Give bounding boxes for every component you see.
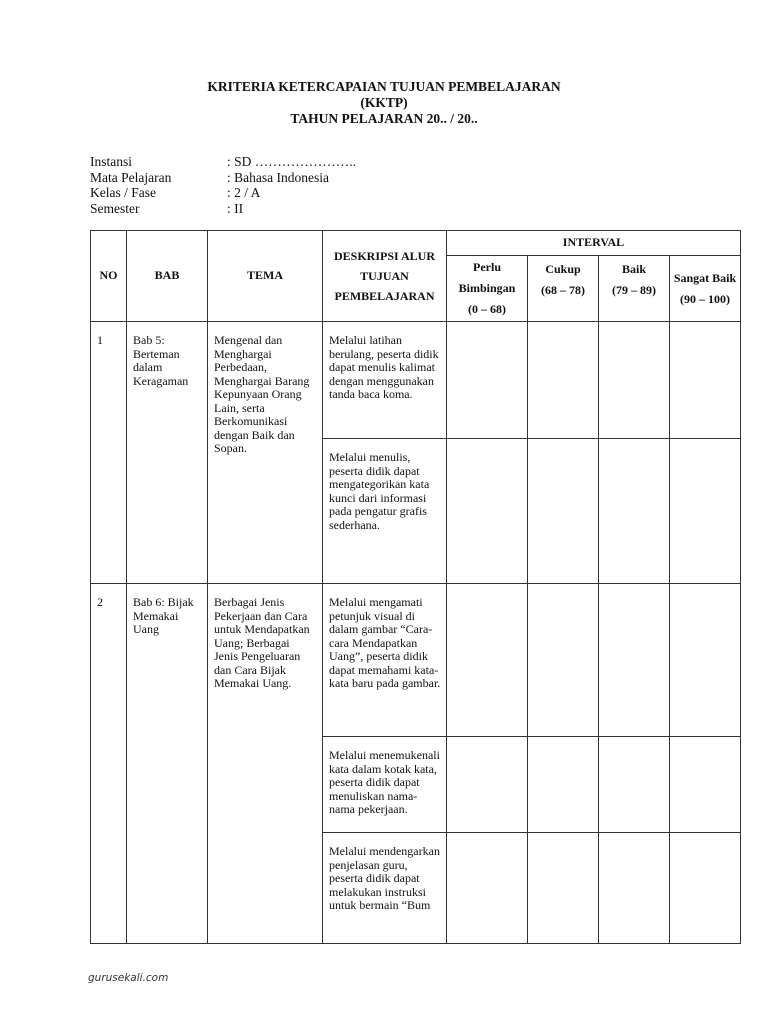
- info-block: [90, 154, 356, 216]
- cell-no: 2: [91, 584, 127, 944]
- cell-baik: [599, 322, 670, 439]
- title-line-1: KRITERIA KETERCAPAIAN TUJUAN PEMBELAJARAN: [207, 79, 561, 94]
- title-line-2: (KKTP): [360, 95, 408, 110]
- cell-baik: [599, 439, 670, 584]
- table-row: [91, 584, 741, 737]
- document-title: [0, 79, 768, 127]
- cell-cukup: [528, 833, 599, 944]
- cell-bab: Bab 6: Bijak Memakai Uang: [127, 584, 208, 944]
- cell-bab: Bab 5: Berteman dalam Keragaman: [127, 322, 208, 584]
- cell-tema: Mengenal dan Menghargai Perbedaan, Menghargai Barang Kepunyaan Orang Lain, serta Berkomunikasi dengan Baik dan Sopan.: [208, 322, 323, 584]
- cell-tema: Berbagai Jenis Pekerjaan dan Cara untuk Mendapatkan Uang; Berbagai Jenis Pengeluaran dan Cara Bijak Memakai Uang.: [208, 584, 323, 944]
- header-bab: BAB: [127, 231, 208, 322]
- info-value: : II: [227, 200, 244, 216]
- cell-cukup: [528, 322, 599, 439]
- info-row-mata-pelajaran: [90, 170, 356, 186]
- footer-website: gurusekali.com: [88, 972, 169, 984]
- title-line-3: TAHUN PELAJARAN 20.. / 20..: [290, 111, 478, 126]
- header-baik: [599, 256, 670, 322]
- cell-baik: [599, 584, 670, 737]
- header-tema: TEMA: [208, 231, 323, 322]
- cell-sangat-baik: [670, 439, 741, 584]
- header-no: NO: [91, 231, 127, 322]
- cell-deskripsi: Melalui menulis, peserta didik dapat mengategorikan kata kunci dari informasi pada pengatur grafis sederhana.: [323, 439, 447, 584]
- header-sangat-baik-label: Sangat Baik: [673, 270, 737, 285]
- cell-perlu-bimbingan: [447, 737, 528, 833]
- info-row-kelas-fase: [90, 185, 356, 201]
- cell-deskripsi: Melalui menemukenali kata dalam kotak kata, peserta didik dapat menuliskan nama-nama pekerjaan.: [323, 737, 447, 833]
- cell-sangat-baik: [670, 833, 741, 944]
- info-value: : SD …………………..: [227, 154, 357, 169]
- cell-deskripsi: Melalui mengamati petunjuk visual di dalam gambar “Cara-cara Mendapatkan Uang”, peserta didik dapat memahami kata-kata baru pada gambar.: [323, 584, 447, 737]
- header-interval: INTERVAL: [447, 231, 741, 256]
- header-cukup-label: Cukup: [545, 262, 581, 276]
- header-row-1: [91, 231, 741, 256]
- info-value: : 2 / A: [227, 185, 261, 200]
- header-perlu-bimbingan-label: Perlu Bimbingan: [458, 260, 516, 295]
- cell-deskripsi: Melalui latihan berulang, peserta didik dapat menulis kalimat dengan menggunakan tanda baca koma.: [323, 322, 447, 439]
- cell-perlu-bimbingan: [447, 439, 528, 584]
- cell-no: 1: [91, 322, 127, 584]
- info-label: Instansi: [90, 154, 132, 169]
- info-value: : Bahasa Indonesia: [227, 169, 329, 185]
- cell-baik: [599, 737, 670, 833]
- kktp-table: [90, 230, 741, 944]
- info-row-semester: [90, 201, 356, 217]
- info-label: Mata Pelajaran: [90, 169, 172, 185]
- header-sangat-baik-range: (90 – 100): [680, 291, 730, 306]
- cell-perlu-bimbingan: [447, 833, 528, 944]
- table-row: [91, 322, 741, 439]
- cell-perlu-bimbingan: [447, 584, 528, 737]
- header-baik-label: Baik: [621, 262, 646, 276]
- info-label: Semester: [90, 200, 140, 216]
- cell-baik: [599, 833, 670, 944]
- cell-cukup: [528, 737, 599, 833]
- header-baik-range: (79 – 89): [612, 283, 656, 297]
- info-row-instansi: [90, 154, 356, 170]
- cell-sangat-baik: [670, 737, 741, 833]
- header-perlu-bimbingan: [447, 256, 528, 322]
- header-sangat-baik: [670, 256, 741, 322]
- cell-perlu-bimbingan: [447, 322, 528, 439]
- header-perlu-bimbingan-range: (0 – 68): [468, 302, 506, 316]
- info-label: Kelas / Fase: [90, 185, 156, 200]
- cell-cukup: [528, 439, 599, 584]
- header-cukup: [528, 256, 599, 322]
- cell-sangat-baik: [670, 584, 741, 737]
- header-deskripsi: DESKRIPSI ALUR TUJUAN PEMBELAJARAN: [323, 231, 447, 322]
- cell-sangat-baik: [670, 322, 741, 439]
- cell-deskripsi: Melalui mendengarkan penjelasan guru, peserta didik dapat melakukan instruksi untuk bermain “Bum: [323, 833, 447, 944]
- header-cukup-range: (68 – 78): [541, 283, 585, 297]
- cell-cukup: [528, 584, 599, 737]
